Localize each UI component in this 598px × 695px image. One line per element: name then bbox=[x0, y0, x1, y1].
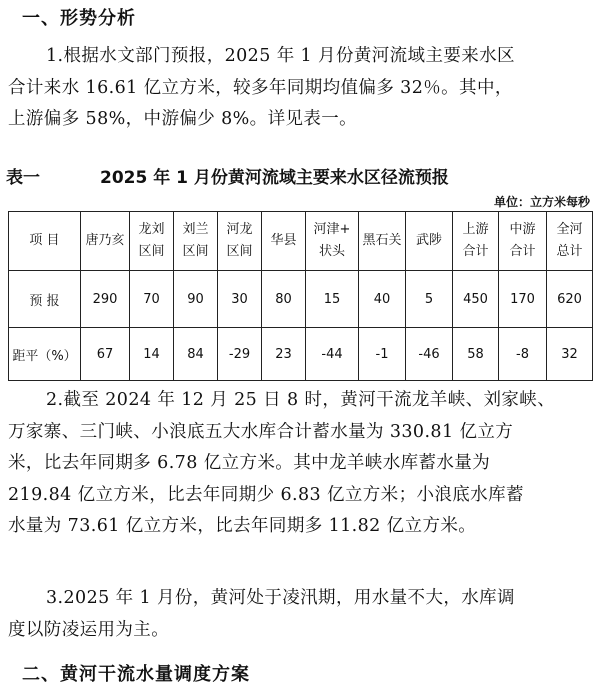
table-row-forecast bbox=[9, 271, 593, 328]
table-cell: 23 bbox=[262, 328, 306, 381]
table-cell: 80 bbox=[262, 271, 306, 328]
table-cell: -29 bbox=[218, 328, 262, 381]
column-header-helong: 河龙 区间 bbox=[218, 212, 262, 271]
column-header-heishiguan: 黑石关 bbox=[359, 212, 406, 271]
column-header-longliu: 龙刘 区间 bbox=[130, 212, 174, 271]
table-cell: 70 bbox=[130, 271, 174, 328]
paragraph-line: 1.根据水文部门预报，2025 年 1 月份黄河流域主要来水区 bbox=[46, 46, 515, 66]
paragraph-ice-flood-period bbox=[8, 583, 592, 646]
table-cell: 58 bbox=[453, 328, 499, 381]
paragraph-runoff-forecast bbox=[8, 41, 592, 136]
table-caption-number: 表一 bbox=[6, 168, 40, 188]
column-header-midstream-total: 中游 合计 bbox=[499, 212, 547, 271]
paragraph-line: 万家寨、三门峡、小浪底五大水库合计蓄水量为 330.81 亿立方 bbox=[8, 421, 514, 442]
table-row-deviation bbox=[9, 328, 593, 381]
section-heading-situation-analysis: 一、形势分析 bbox=[22, 8, 136, 29]
table-cell: -1 bbox=[359, 328, 406, 381]
column-header-hejin-zhuangtou: 河津+ 状头 bbox=[306, 212, 359, 271]
table-cell: 5 bbox=[406, 271, 453, 328]
column-header-upstream-total: 上游 合计 bbox=[453, 212, 499, 271]
table-cell: 40 bbox=[359, 271, 406, 328]
paragraph-line: 219.84 亿立方米，比去年同期少 6.83 亿立方米；小浪底水库蓄 bbox=[8, 484, 524, 505]
paragraph-line: 度以防凌运用为主。 bbox=[8, 619, 170, 640]
table-cell: 620 bbox=[547, 271, 593, 328]
column-header-basin-total: 全河 总计 bbox=[547, 212, 593, 271]
table-cell: 14 bbox=[130, 328, 174, 381]
paragraph-reservoir-storage bbox=[8, 385, 592, 543]
paragraph-line: 米，比去年同期多 6.78 亿立方米。其中龙羊峡水库蓄水量为 bbox=[8, 453, 491, 473]
row-label: 预 报 bbox=[9, 271, 81, 328]
row-header-label: 项 目 bbox=[9, 212, 81, 271]
column-header-huaxian: 华县 bbox=[262, 212, 306, 271]
paragraph-line: 合计来水 16.61 亿立方米，较多年同期均值偏多 32％。其中， bbox=[8, 77, 513, 98]
table-cell: 84 bbox=[174, 328, 218, 381]
table-cell: 290 bbox=[81, 271, 130, 328]
table-cell: -44 bbox=[306, 328, 359, 381]
table-cell: 30 bbox=[218, 271, 262, 328]
table-header-row bbox=[9, 212, 593, 271]
column-header-tangnaihai: 唐乃亥 bbox=[81, 212, 130, 271]
column-header-liulan: 刘兰 区间 bbox=[174, 212, 218, 271]
table-cell: 67 bbox=[81, 328, 130, 381]
table-cell: 15 bbox=[306, 271, 359, 328]
table-caption-title: 2025 年 1 月份黄河流域主要来水区径流预报 bbox=[100, 168, 449, 188]
paragraph-line: 2.截至 2024 年 12 月 25 日 8 时，黄河干流龙羊峡、刘家峡、 bbox=[46, 390, 556, 410]
table-cell: 450 bbox=[453, 271, 499, 328]
column-header-wuzhi: 武陟 bbox=[406, 212, 453, 271]
row-label: 距平（%） bbox=[9, 328, 81, 381]
table-cell: -46 bbox=[406, 328, 453, 381]
table-cell: -8 bbox=[499, 328, 547, 381]
paragraph-line: 3.2025 年 1 月份，黄河处于凌汛期，用水量不大，水库调 bbox=[46, 588, 515, 608]
paragraph-line: 上游偏多 58%，中游偏少 8%。详见表一。 bbox=[8, 109, 358, 129]
table-unit-note: 单位：立方米每秒 bbox=[493, 195, 590, 209]
table-cell: 32 bbox=[547, 328, 593, 381]
table-cell: 170 bbox=[499, 271, 547, 328]
runoff-forecast-table bbox=[8, 211, 593, 381]
section-heading-dispatch-plan: 二、黄河干流水量调度方案 bbox=[22, 664, 250, 685]
table-cell: 90 bbox=[174, 271, 218, 328]
paragraph-line: 水量为 73.61 亿立方米，比去年同期多 11.82 亿立方米。 bbox=[8, 516, 477, 536]
